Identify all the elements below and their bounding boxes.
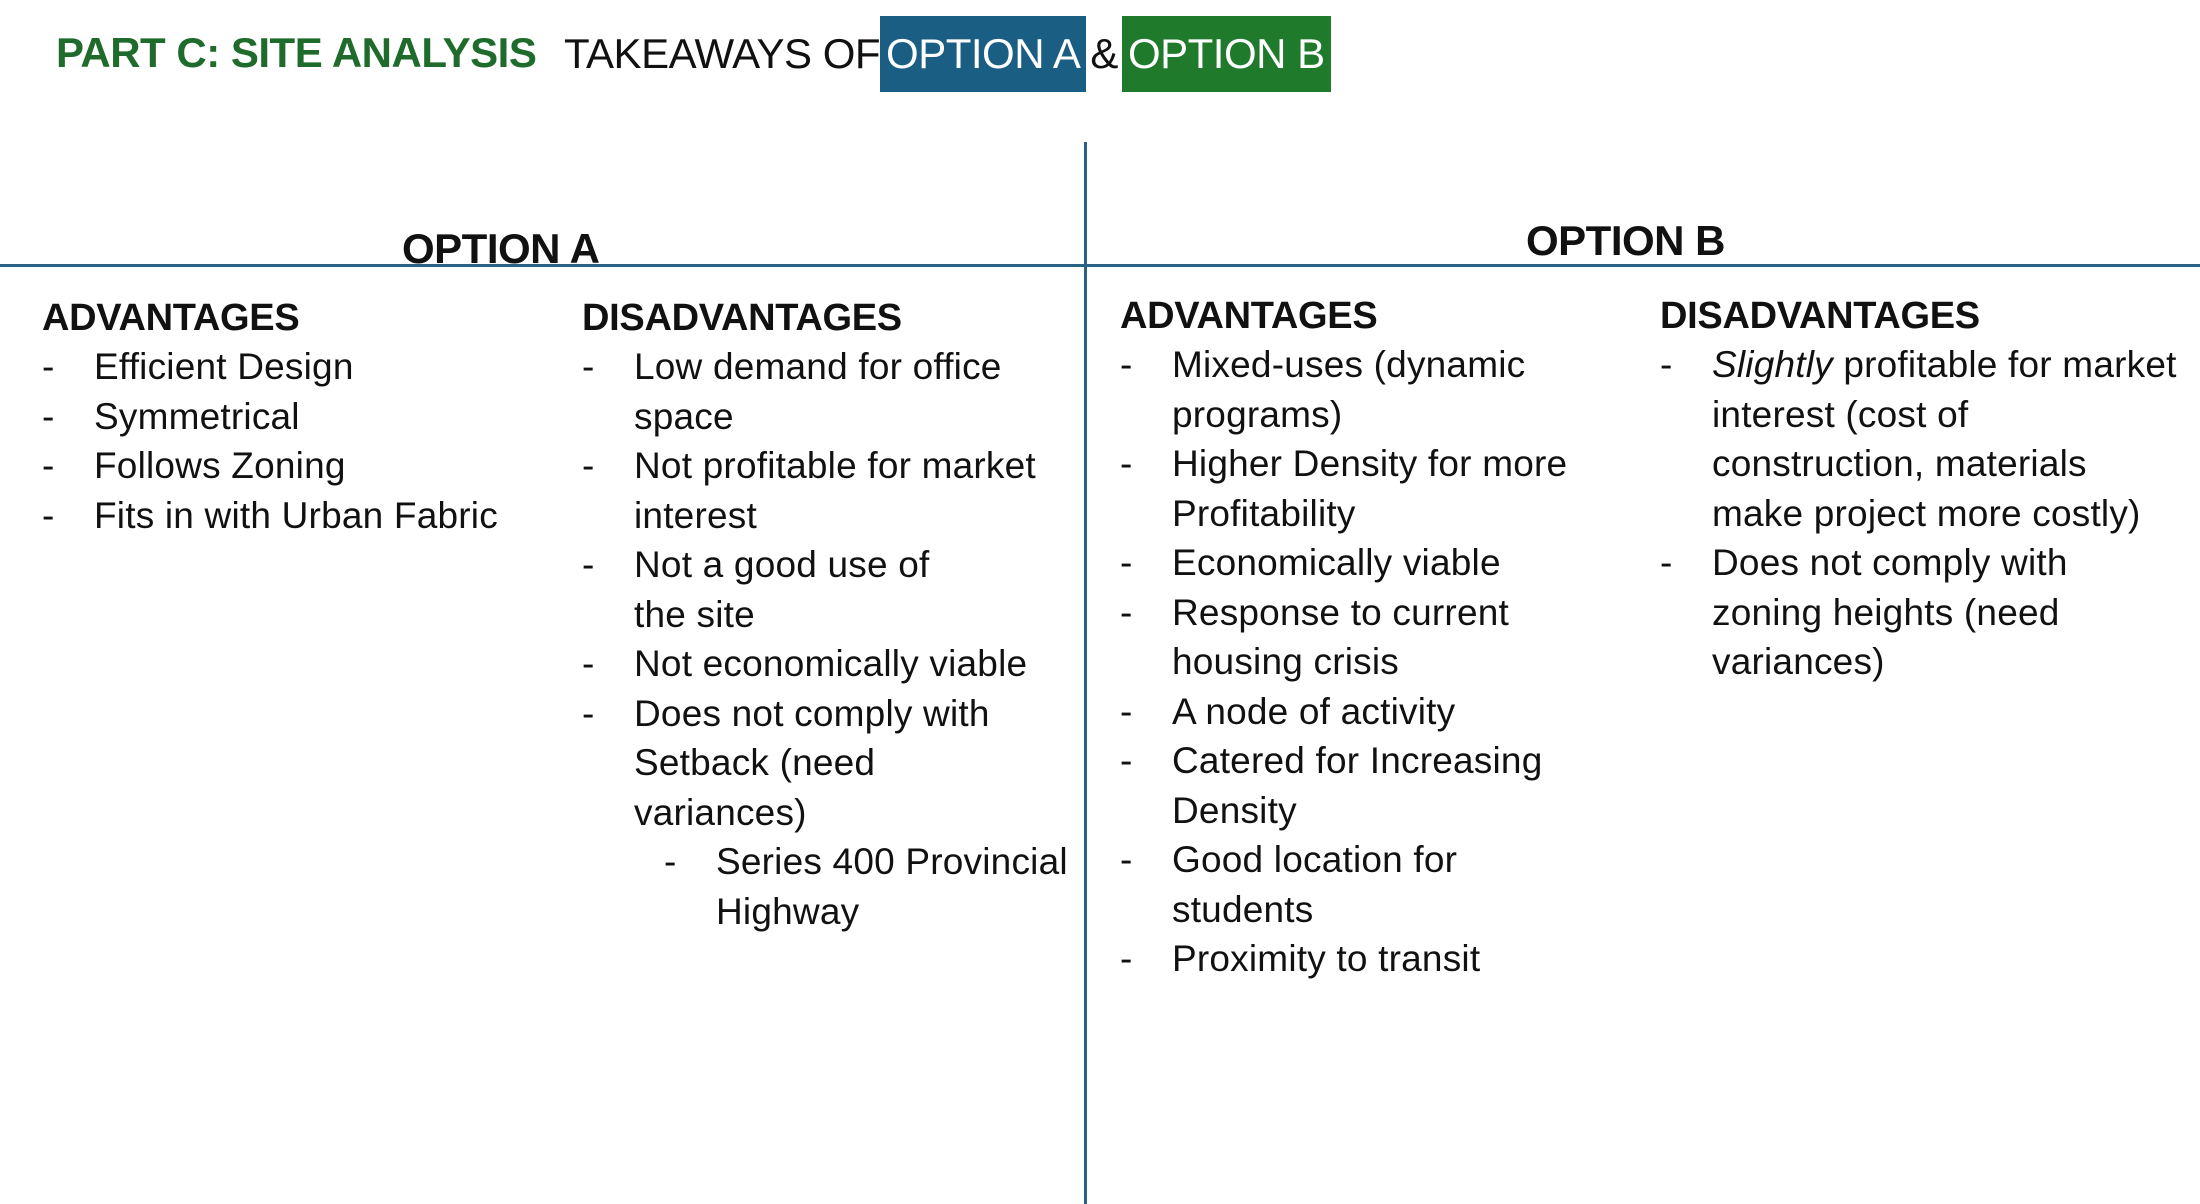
list-item: - Does not comply with Setback (need variances) (582, 692, 990, 833)
option-a-tag: OPTION A (880, 16, 1086, 92)
list-item: - A node of activity (1120, 690, 1456, 732)
option-b-disadvantages (1660, 292, 2180, 687)
takeaways-heading (564, 16, 1331, 92)
list-item: - Does not comply with zoning heights (need variances) (1660, 542, 2068, 682)
option-b-tag: OPTION B (1122, 16, 1331, 92)
option-a-disadvantages (582, 294, 1082, 936)
option-b-disadvantages-list (1660, 340, 2180, 687)
list-item: - Follows Zoning (42, 445, 346, 486)
list-item: - Higher Density for more Profitability (1120, 443, 1568, 534)
list-item: - Catered for Increasing Density (1120, 740, 1543, 831)
option-a-advantages (42, 294, 562, 540)
option-b-heading: OPTION B (1526, 217, 1726, 264)
list-item: - Slightly profitable for market interest (cost of construction, materials make project more costly) (1660, 344, 2177, 534)
takeaways-prefix: TAKEAWAYS OF (564, 30, 881, 77)
list-item: - Not economically viable (582, 643, 1028, 684)
page-title: PART C: SITE ANALYSIS (56, 29, 537, 76)
vertical-divider (1084, 142, 1087, 1204)
option-a-heading: OPTION A (402, 225, 600, 272)
list-item: - Proximity to transit (1120, 938, 1481, 979)
option-a-disadvantages-title: DISADVANTAGES (582, 297, 902, 339)
option-b-advantages-title: ADVANTAGES (1120, 295, 1378, 337)
option-b-advantages (1120, 292, 1620, 984)
list-item: - Not a good use of the site (582, 544, 930, 635)
option-b-advantages-list (1120, 340, 1620, 984)
list-item: - Economically viable (1120, 542, 1501, 583)
list-item: - Fits in with Urban Fabric (42, 494, 498, 536)
list-item: - Symmetrical (42, 395, 300, 437)
list-item: - Mixed-uses (dynamic programs) (1120, 344, 1526, 435)
sub-list-item: - Series 400 Provincial Highway (664, 841, 1068, 932)
list-item: - Efficient Design (42, 346, 354, 387)
option-a-disadvantages-list (582, 342, 1082, 936)
option-b-disadvantages-title: DISADVANTAGES (1660, 295, 1980, 337)
list-item: - Not profitable for market interest (582, 445, 1036, 536)
option-a-advantages-title: ADVANTAGES (42, 297, 300, 339)
ampersand: & (1090, 30, 1118, 77)
option-a-advantages-list (42, 342, 562, 540)
list-item: - Low demand for office space (582, 346, 1002, 437)
list-item: - Good location for students (1120, 839, 1458, 930)
emphasis-text: Slightly (1712, 344, 1833, 385)
list-item: - Response to current housing crisis (1120, 591, 1509, 682)
